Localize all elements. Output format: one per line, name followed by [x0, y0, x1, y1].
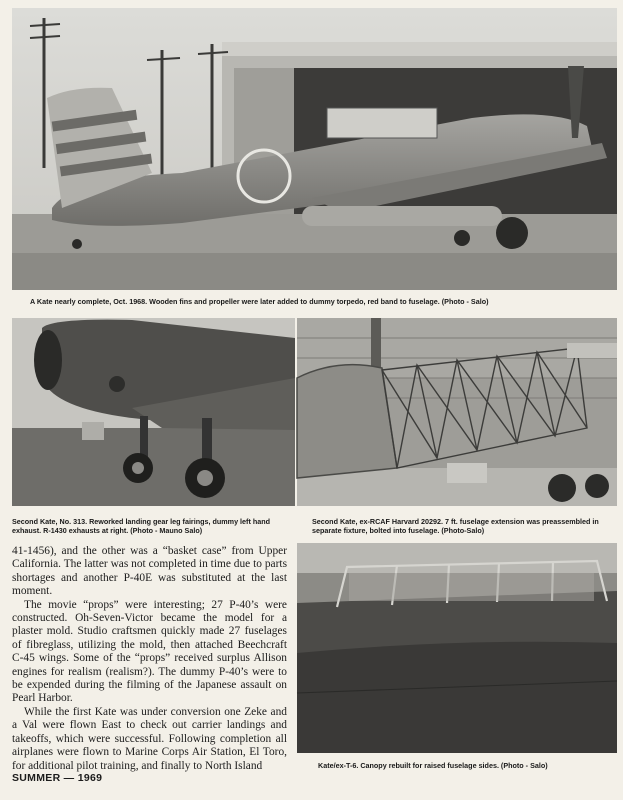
article-paragraph: While the first Kate was under conversion one Zeke and a Val were flown East to check out carrier landings and takeoffs, which were successful. Following completion all airplanes were flown to Marine Corps Air Station, El Toro, for additional pilot training, and finally to North Island — [12, 705, 287, 772]
second-kate-313-photo — [12, 318, 295, 506]
article-body — [12, 545, 287, 772]
article-paragraph: The movie “props” were interesting; 27 P-40’s were constructed. Oh-Seven-Victor became the model for a plaster mold. Studio craftsmen quickly made 27 fuselages of fibreglass, utilizing the mold, then attached Beechcraft C-45 wings. Some of the “props” received surplus Allison engines for realism (realism?). The dummy P-40’s were to be expended during the filming of the Japanese assault on Pearl Harbor. — [12, 598, 287, 705]
kate-nearly-complete-photo — [12, 8, 617, 290]
harvard-fuselage-extension-photo — [297, 318, 617, 506]
canopy-rebuild-photo — [297, 543, 617, 753]
bottom-right-photo-caption: Kate/ex-T-6. Canopy rebuilt for raised fuselage sides. (Photo - Salo) — [318, 761, 548, 770]
issue-footer: SUMMER — 1969 — [12, 772, 103, 784]
article-paragraph: 41-1456), and the other was a “basket case” from Upper California. The latter was not completed in time due to parts shortages and another P-40E was substituted at the last moment. — [12, 545, 287, 598]
mid-right-photo-caption: Second Kate, ex-RCAF Harvard 20292. 7 ft. fuselage extension was preassembled in separate fixture, bolted into fuselage. (Photo-Salo) — [312, 517, 599, 536]
mid-left-photo-caption: Second Kate, No. 313. Reworked landing gear leg fairings, dummy left hand exhaust. R-1430 exhausts at right. (Photo - Mauno Salo) — [12, 517, 271, 536]
top-photo-caption: A Kate nearly complete, Oct. 1968. Wooden fins and propeller were later added to dummy torpedo, red band to fuselage. (Photo - Salo) — [30, 297, 489, 306]
